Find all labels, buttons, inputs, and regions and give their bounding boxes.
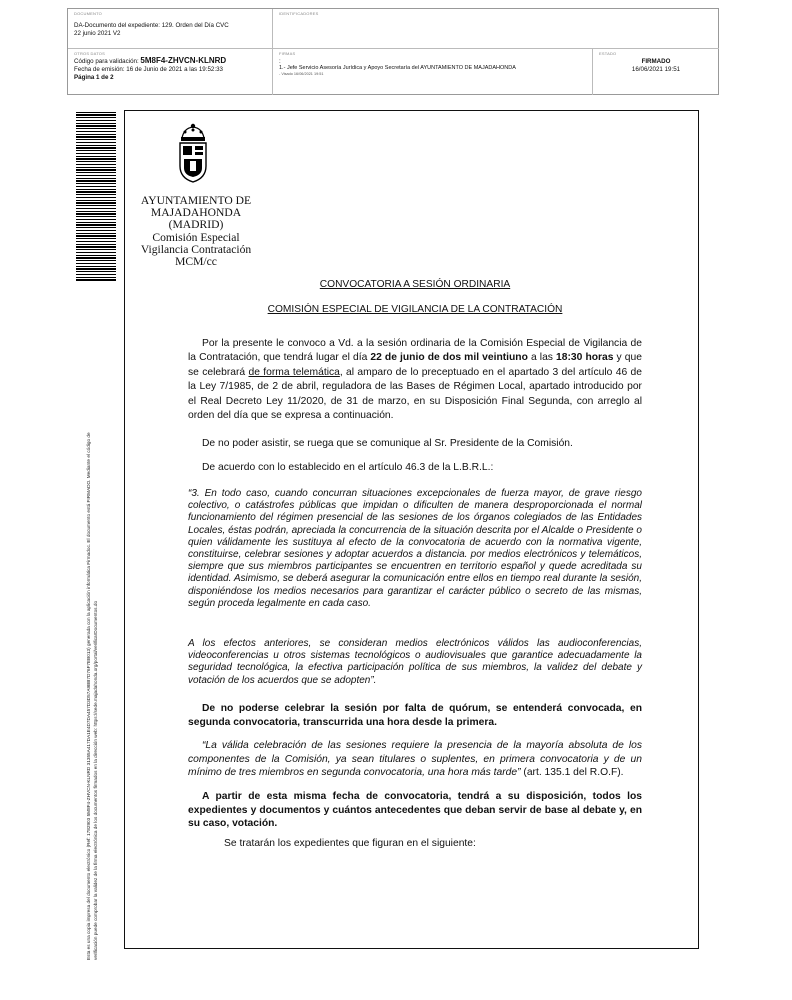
- estado-value: FIRMADO: [641, 58, 671, 65]
- p1-g: , al amparo de lo preceptuado en el apartado 3 del artículo 46 de la Ley 7/1985, de 2 de abril, reguladora de las Bases de Régimen Local, apartado introducido por el Real Decreto Ley 11/2020, de 31 de marzo, en su Disposición Final Segunda, con arreglo al orden del día que se expresa a continuación.: [188, 366, 642, 422]
- side-verification-note: [86, 280, 99, 960]
- side-note-line-2: verificación puede comprobar la validez de la firma electrónica de los documentos firmados en la dirección web: https://sede.majadahonda.org/portal/verificarDocumentos.do: [92, 600, 98, 960]
- identificadores-label: IDENTIFICADORES: [279, 11, 319, 16]
- paragraph-disposicion: A partir de esta misma fecha de convocatoria, tendrá a su disposición, todos los expedientes y documentos y cuántos antecedentes que deban servir de base al debate y, en su caso, votación.: [188, 791, 642, 830]
- coat-of-arms-icon: [174, 122, 212, 186]
- firmante: 1.- Jefe Servicio Asesoría Jurídica y Apoyo Secretaría del AYUNTAMIENTO DE MAJADAHONDA: [279, 65, 516, 71]
- paragraph-expedientes: Se tratarán los expedientes que figuran en el siguiente:: [224, 838, 476, 849]
- letterhead-line-3: (MADRID): [168, 218, 224, 232]
- title-comision: COMISIÓN ESPECIAL DE VIGILANCIA DE LA CONTRATACIÓN: [267, 304, 563, 315]
- documento-text: DA-Documento del expediente: 129. Orden del Día CVC 22 junio 2021 V2: [74, 22, 229, 37]
- firmas-cell: [273, 49, 593, 95]
- p1-telematica: de forma telemática: [248, 366, 340, 378]
- paragraph-no-asistir: De no poder asistir, se ruega que se comunique al Sr. Presidente de la Comisión.: [202, 438, 573, 449]
- document-header: [67, 8, 719, 95]
- paragraph-quorum: De no poderse celebrar la sesión por falta de quórum, se entenderá convocada, en segunda convocatoria, transcurrida una hora desde la primera.: [188, 703, 642, 728]
- letterhead-line-5: Vigilancia Contratación: [140, 242, 252, 256]
- visado: - Visado 16/06/2021 19:51: [279, 72, 324, 76]
- otros-datos-label: OTROS DATOS: [74, 51, 105, 56]
- quote-medios-electronicos: A los efectos anteriores, se consideran medios electrónicos válidos las audioconferencias, videoconferencias u otros sistemas tecnológicos o audiovisuales que garantice adecuadamente la seguridad tecnológica, la efectiva participación política de sus miembros, la validez del debate y votación de los acuerdos que se adopten”.: [188, 638, 642, 686]
- estado-label: ESTADO: [599, 51, 617, 56]
- paragraph-lbrl: De acuerdo con lo establecido en el artículo 46.3 de la L.B.R.L.:: [202, 462, 494, 473]
- rof-quote-text: “La válida celebración de las sesiones requiere la presencia de la mayoría absoluta de los componentes de la Comisión, ya sean titulares o suplentes, en primera convocatoria y de un mínimo de tres miembros en segunda convocatoria, una hora más tarde”: [188, 740, 642, 779]
- p1-a: Por la presente le convoco a Vd. a la sesión ordinaria de la Comisión Especial de Vigilancia de la Contratación, que tendrá lugar el día: [188, 338, 642, 364]
- codigo-value: 5M8F4-ZHVCN-KLNRD: [140, 56, 227, 65]
- estado-cell: [593, 49, 719, 95]
- p1-date: 22 de junio de dos mil veintiuno: [370, 352, 528, 364]
- estado-fecha: 16/06/2021 19:51: [631, 66, 681, 73]
- documento-cell: [68, 9, 273, 49]
- letterhead-line-4: Comisión Especial: [152, 230, 240, 244]
- barcode-image: [76, 112, 116, 282]
- p1-c: a las: [527, 352, 557, 364]
- quote-article-46-3: “3. En todo caso, cuando concurran situaciones excepcionales de fuerza mayor, de grave riesgo colectivo, o catástrofes públicas que impidan o dificulten de manera desproporcionada el normal funcionamiento del régimen presencial de las sesiones de los órganos colegiados de las Entidades Locales, éstas podrán, apreciada la concurrencia de la situación descrita por el Alcalde o Presidente o quien válidamente les sustituya al efecto de la convocatoria de acuerdo con la normativa vigente, constituirse, celebrar sesiones y adoptar acuerdos a distancia. por medios electrónicos y telemáticos, siempre que sus miembros participantes se encuentren en territorio español y quede acreditada su identidad. Asimismo, se deberá asegurar la comunicación entre ellos en tiempo real durante la sesión, disponiéndose los medios necesarios para garantizar el carácter público o secreto de las mismas, según proceda legalmente en cada caso.: [188, 488, 642, 609]
- letterhead-line-6: MCM/cc: [175, 255, 217, 269]
- p1-time: 18:30 horas: [556, 352, 614, 364]
- pagina-indicator: Página 1 de 2: [74, 74, 114, 81]
- paragraph-convocatoria: [188, 337, 642, 423]
- firmas-colon: :: [279, 58, 281, 65]
- codigo-validacion: [74, 57, 266, 66]
- rof-reference: (art. 135.1 del R.O.F).: [520, 767, 624, 779]
- quote-rof: [188, 739, 642, 780]
- firmas-label: FIRMAS: [279, 51, 296, 56]
- otros-datos-cell: [68, 49, 273, 95]
- title-convocatoria: CONVOCATORIA A SESIÓN ORDINARIA: [319, 279, 511, 290]
- documento-label: DOCUMENTO: [74, 11, 102, 16]
- identificadores-cell: [273, 9, 719, 49]
- codigo-prefix: Código para validación:: [74, 58, 139, 65]
- side-note-line-1: Esta es una copia impresa del documento electrónico (Ref: 1782903 5M8F4-ZHVCN-KLNRD 31355A417DA1E4D7DA457D3D57A9BB7D76F7EB013) generada con la aplicación informática Firmadoc. El documento está FIRMADO. Mediante el código de: [86, 432, 91, 960]
- letterhead-line-1: AYUNTAMIENTO DE: [140, 194, 252, 207]
- letterhead: [134, 195, 258, 268]
- letterhead-line-2: MAJADAHONDA: [150, 206, 242, 220]
- p1-e: y que se celebrará: [188, 352, 642, 378]
- fecha-emision: Fecha de emisión: 16 de Junio de 2021 a las 19:52:33: [74, 66, 223, 73]
